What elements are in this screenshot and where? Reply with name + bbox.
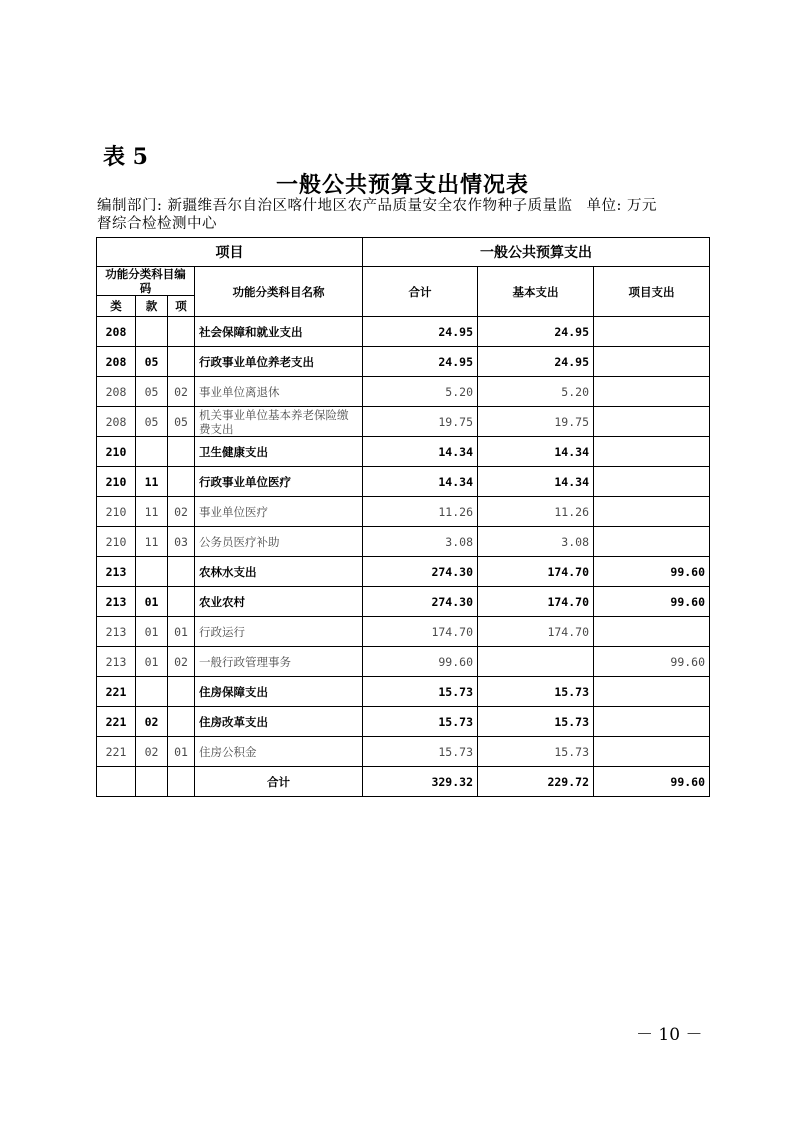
lei-cell: 210 [97,527,136,557]
total-cell: 19.75 [363,407,478,437]
total-cell: 274.30 [363,587,478,617]
basic-cell: 174.70 [478,557,594,587]
kuan-cell: 02 [136,737,168,767]
table-row [97,407,710,437]
basic-cell: 174.70 [478,587,594,617]
total-cell: 24.95 [363,347,478,377]
name-cell: 卫生健康支出 [195,437,363,467]
compiling-department [97,197,709,233]
name-cell: 农业农村 [195,587,363,617]
kuan-cell: 05 [136,377,168,407]
xiang-cell: 01 [168,617,195,647]
header-basic: 基本支出 [478,267,594,317]
total-label: 合计 [195,767,363,797]
name-cell: 事业单位医疗 [195,497,363,527]
item-cell [594,527,710,557]
kuan-cell: 11 [136,497,168,527]
table-row [97,707,710,737]
total-cell: 15.73 [363,737,478,767]
table-row [97,527,710,557]
kuan-cell: 01 [136,617,168,647]
table-row [97,437,710,467]
lei-cell: 221 [97,707,136,737]
total-cell: 14.34 [363,437,478,467]
lei-cell: 213 [97,647,136,677]
lei-cell: 208 [97,347,136,377]
basic-cell [478,647,594,677]
item-cell [594,347,710,377]
header-row-1 [97,238,710,267]
item-cell: 99.60 [594,647,710,677]
kuan-cell [136,677,168,707]
total-cell: 99.60 [363,647,478,677]
item-cell [594,707,710,737]
item-cell [594,677,710,707]
table-row [97,557,710,587]
xiang-cell: 02 [168,497,195,527]
header-kuan: 款 [136,296,168,317]
kuan-cell [136,557,168,587]
xiang-cell [168,677,195,707]
budget-expenditure-table [96,237,710,797]
table-row [97,677,710,707]
total-cell: 11.26 [363,497,478,527]
basic-cell: 174.70 [478,617,594,647]
table-row [97,317,710,347]
xiang-cell: 02 [168,377,195,407]
table-row [97,587,710,617]
header-item: 项目支出 [594,267,710,317]
item-cell [594,437,710,467]
item-cell [594,467,710,497]
kuan-cell: 02 [136,707,168,737]
lei-cell: 213 [97,587,136,617]
kuan-cell: 05 [136,407,168,437]
xiang-cell [168,437,195,467]
basic-cell: 19.75 [478,407,594,437]
table-number: 表 5 [103,144,148,170]
table-row [97,377,710,407]
unit-label: 单位: 万元 [586,198,657,214]
lei-cell: 213 [97,557,136,587]
lei-cell: 210 [97,437,136,467]
department-line-1: 编制部门: 新疆维吾尔自治区喀什地区农产品质量安全农作物种子质量监 [97,198,573,214]
lei-cell: 208 [97,377,136,407]
name-cell: 事业单位离退休 [195,377,363,407]
item-cell: 99.60 [594,587,710,617]
name-cell: 农林水支出 [195,557,363,587]
total-total: 329.32 [363,767,478,797]
total-cell: 3.08 [363,527,478,557]
total-item: 99.60 [594,767,710,797]
kuan-cell: 01 [136,587,168,617]
basic-cell: 15.73 [478,737,594,767]
item-cell [594,617,710,647]
name-cell: 行政事业单位医疗 [195,467,363,497]
total-cell: 15.73 [363,677,478,707]
table-row [97,497,710,527]
name-cell: 一般行政管理事务 [195,647,363,677]
total-cell: 24.95 [363,317,478,347]
table-row [97,617,710,647]
total-basic: 229.72 [478,767,594,797]
basic-cell: 24.95 [478,347,594,377]
header-code: 功能分类科目编码 [97,267,195,296]
table-body [97,317,710,767]
xiang-cell [168,347,195,377]
xiang-cell [168,317,195,347]
total-empty-2 [136,767,168,797]
basic-cell: 24.95 [478,317,594,347]
item-cell [594,407,710,437]
total-cell: 14.34 [363,467,478,497]
lei-cell: 210 [97,467,136,497]
header-project: 项目 [97,238,363,267]
xiang-cell: 05 [168,407,195,437]
basic-cell: 3.08 [478,527,594,557]
name-cell: 公务员医疗补助 [195,527,363,557]
total-cell: 5.20 [363,377,478,407]
header-lei: 类 [97,296,136,317]
table-row [97,467,710,497]
name-cell: 住房保障支出 [195,677,363,707]
basic-cell: 14.34 [478,467,594,497]
item-cell [594,317,710,347]
department-line-2: 督综合检检测中心 [97,216,217,232]
total-empty-1 [97,767,136,797]
header-total: 合计 [363,267,478,317]
lei-cell: 210 [97,497,136,527]
document-title: 一般公共预算支出情况表 [275,172,529,198]
lei-cell: 221 [97,737,136,767]
kuan-cell [136,317,168,347]
header-name: 功能分类科目名称 [195,267,363,317]
total-cell: 274.30 [363,557,478,587]
table-row [97,647,710,677]
lei-cell: 208 [97,407,136,437]
basic-cell: 14.34 [478,437,594,467]
xiang-cell: 03 [168,527,195,557]
basic-cell: 15.73 [478,707,594,737]
kuan-cell: 05 [136,347,168,377]
total-row [97,767,710,797]
xiang-cell [168,467,195,497]
header-xiang: 项 [168,296,195,317]
total-cell: 15.73 [363,707,478,737]
kuan-cell: 11 [136,527,168,557]
header-row-2 [97,267,710,296]
kuan-cell: 01 [136,647,168,677]
table-row [97,347,710,377]
total-empty-3 [168,767,195,797]
basic-cell: 15.73 [478,677,594,707]
name-cell: 社会保障和就业支出 [195,317,363,347]
lei-cell: 208 [97,317,136,347]
xiang-cell [168,707,195,737]
name-cell: 机关事业单位基本养老保险缴费支出 [195,407,363,437]
item-cell: 99.60 [594,557,710,587]
page-number: － 10 － [636,1025,703,1045]
name-cell: 住房改革支出 [195,707,363,737]
lei-cell: 221 [97,677,136,707]
kuan-cell: 11 [136,467,168,497]
header-budget: 一般公共预算支出 [363,238,710,267]
item-cell [594,377,710,407]
xiang-cell [168,557,195,587]
xiang-cell: 02 [168,647,195,677]
xiang-cell [168,587,195,617]
name-cell: 住房公积金 [195,737,363,767]
item-cell [594,737,710,767]
xiang-cell: 01 [168,737,195,767]
name-cell: 行政运行 [195,617,363,647]
basic-cell: 5.20 [478,377,594,407]
table-row [97,737,710,767]
kuan-cell [136,437,168,467]
basic-cell: 11.26 [478,497,594,527]
item-cell [594,497,710,527]
lei-cell: 213 [97,617,136,647]
total-cell: 174.70 [363,617,478,647]
name-cell: 行政事业单位养老支出 [195,347,363,377]
